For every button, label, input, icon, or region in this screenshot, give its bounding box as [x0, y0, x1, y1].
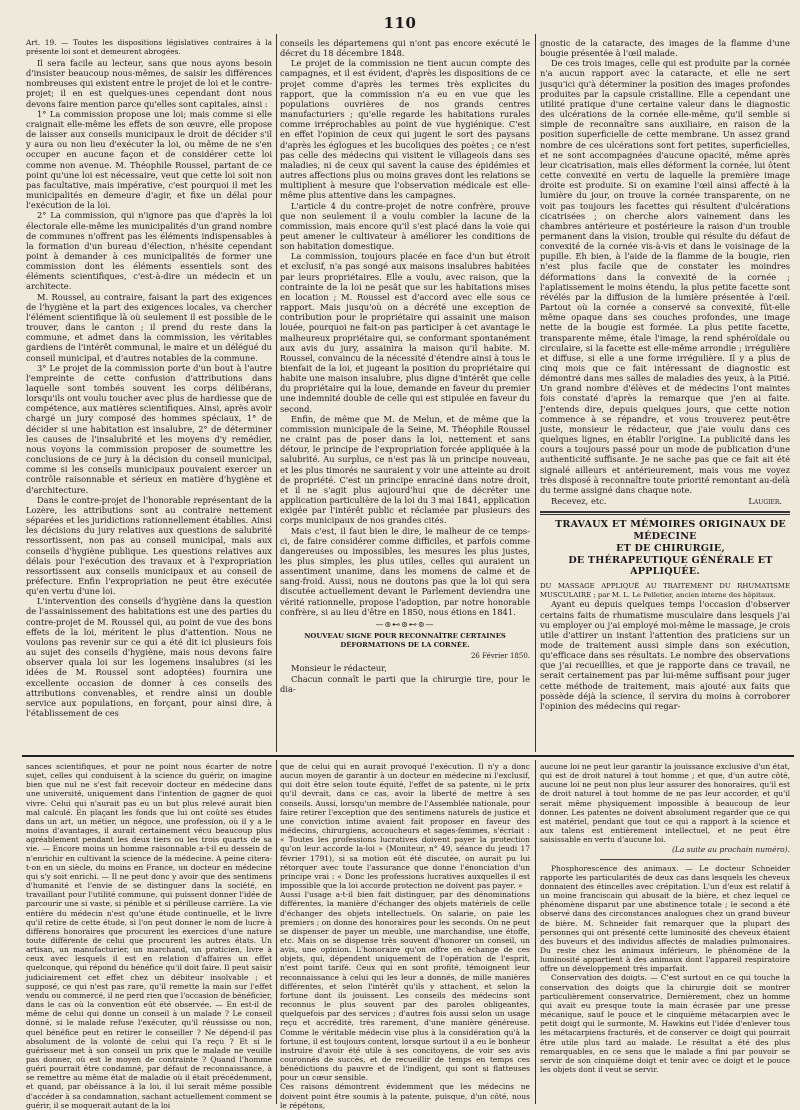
paragraph: que de celui qui en aurait provoqué l'exécution. Il n'y a donc aucun moyen de garantir à un docteur en médecine ni l'exclusif, qui doit être selon toute équité, l'effet de sa patente, ni le prix qu'il devrait, dans ce cas, avoir la liberté de mettre à ses conseils. Aussi, lorsqu'un membre de l'Assemblée nationale, pour faire retirer l'exception que des sentimens naturels de justice et une conviction intime avaient fait proposer en faveur des médecins, chirurgiens, accoucheurs et sages-femmes, s'écriait : « Toutes les professions lucratives doivent payer la protection qu'on leur accorde la-loi » (Moniteur, n° 49, séance du jeudi 17 février 1791), si sa motion eût été discutée, on aurait pu lui rétorquer avec toute l'assurance que donne l'énonciation d'un principe vrai : « Donc les professions lucratives auxquelles il est impossible que la loi accorde protection ne doivent pas payer. » Aussi l'usage a-t-il bien fait distinguer, par des dénominations différentes, la manière d'échanger des objets matériels de celle d'échanger des objets intellectuels. On salarie, on paie les premiers ; on donne des honoraires pour les seconds. On ne peut se dispenser de payer un meuble, une marchandise, une étoffe, etc. Mais on se dispense très souvent d'honorer un conseil, un avis, une opinion. L'honoraire qu'on offre en échange de ces objets, qui, dépendent uniquement de l'opération de l'esprit, n'est point tarifé. Ceux qui en sont profité, témoignent leur reconnaissance à celui qui les leur a donnés, de mille manières différentes, et selon l'intérêt qu'ils y attachent, et selon la fortune dont ils jouissent. Les conseils des médecins sont reconnus le plus souvent par des paroles obligeantes, quelquefois par des services ; d'autres fois aussi selon un usage reçu et accrédité, très rarement, d'une manière généreuse. Comme le véritable médecin vise plus à la considération qu'à la fortune, il est toujours content, lorsque surtout il a eu le bonheur instruire d'avoir été utile à ses concitoyens, de voir ses avis couronnés de succès, et de recueillir de temps en temps ces bénédictions du pauvre et de l'indigent, qui sont si flatteuses pour un cœur sensible. Ces raisons démontrent évidemment que les médecins ne doivent point être soumis à la patente, puisque, d'un côté, nous le répétons, — [280, 762, 530, 1110]
paragraph: 2° La commission, qui n'ignore pas que d'après la loi électorale elle-même les municipalités d'un grand nombre de communes n'offrent pas les éléments indispensables à la formation d'un bureau d'élection, n'hésite cependant point à demander à ces municipalités de former une commission dont les éléments essentiels sont des éléments scientifiques, c'est-à-dire un médecin et un architecte. — [26, 210, 272, 292]
section-rule — [540, 511, 790, 515]
news-item: Phosphorescence des animaux. — Le docteur Schneider rapporte les particularités de deux cas dans lesquels les cheveux donnaient des étincelles avec crépitation. L'un d'eux est relatif à un moine franciscain qui abusait de la bière, et chez lequel ce phénomène disparut par une abstinence totale ; le second a été observé dans des circonstances analogues chez un grand buveur de bière. M. Schneider fait remarquer que la plupart des personnes qui ont présenté cette luminosité des cheveux étaient des buveurs et des individus affectés de maladies pulmonaires. Du reste chez les animaux inférieurs, le phénomène de la luminosité appartient à des animaux dont l'appareil respiratoire offre un développement très imparfait. — [540, 863, 790, 974]
paragraph: Enfin, de même que M. de Melun, et de même que la commission municipale de la Seine, M. Théophile Roussel ne craint pas de poser dans la loi, nettement et sans détour, le principe de l'expropriation forcée appliquée à la salubrité. Au surplus, ce n'est pas là un principe nouveau, et les plus timorés ne sauraient y voir une atteinte au droit de propriété. C'est un principe enraciné dans notre droit, et il ne s'agit plus aujourd'hui que de décréter une application particulière de la loi du 3 mai 1841, application exigée par l'intérêt public et réclamée par plusieurs des corps municipaux de nos grandes cités. — [280, 413, 530, 526]
signature-line — [540, 496, 790, 506]
upper-column-1 — [26, 38, 272, 752]
signature: Laugier. — [748, 496, 782, 507]
paragraph: 1° La commission propose une loi; mais comme si elle craignait elle-même les effets de son œuvre, elle propose de laisser aux conseils municipaux le droit de décider s'il y aura ou non lieu d'exécuter la loi, ou même de ne s'en occuper en aucune façon et de considérer cette loi comme non avenue. M. Théophile Roussel, partant de ce point qu'une loi est nécessaire, veut que cette loi soit non pas facultative, mais impérative, c'est pourquoi il met les municipalités en demeure d'agir, et fixe un délai pour l'exécution de la loi. — [26, 108, 272, 211]
article-19-heading: Art. 19. — Toutes les dispositions législatives contraires à la présente loi sont et demeurent abrogées. — [26, 38, 272, 56]
paragraph: Ayant eu depuis quelques temps l'occasion d'observer certains faits de rhumatisme musculaire dans lesquels j'ai vu employer ou j'ai employé moi-même le massage, je crois utile d'attirer un instant l'attention des praticiens sur un mode de traitement aussi simple dans son exécution, qu'efficace dans ses résultats. Le nombre des observations que j'ai recueillies, et que je rapporte dans ce travail, ne serait certainement pas par lui-même suffisant pour juger cette méthode de traitement, mais ajouté aux faits que possède déjà la science, il servira du moins à corroborer l'opinion des médecins qui regar- — [540, 599, 790, 711]
paragraph: De ces trois images, celle qui est produite par la cornée n'a aucun rapport avec la cataracte, et elle ne sert jusqu'ici qu'à déterminer la position des images profondes produites par la capsule cristalline. Elle a cependant une utilité pratique d'une certaine valeur dans le diagnostic des ulcérations de la cornée elle-même, qu'il semble si simple de reconnaître sans auxiliaire, en raison de la position superficielle de cette membrane. Un assez grand nombre de ces ulcérations sont fort petites, superficielles, et ne sont accompagnées d'aucune opacité, même après leur cicatrisation, mais elles déforment la cornée, lui ôtent cette convexité en vertu de laquelle la première image droite est produite. Si on examine l'œil ainsi affecté à la lumière du jour, on trouve la cornée transparente, on ne voit pas toujours les facettes qui résultent d'ulcérations cicatrisées ; on cherche alors vainement dans les chambres antérieure et postérieure la raison d'un trouble permanent dans la vision, trouble qui résulte du défaut de convexité de la cornée vis-à-vis et dans le voisinage de la pupille. Eh bien, à l'aide de la flamme de la bougie, rien n'est plus facile que de constater les moindres déformations dans la convexité de la cornée ; l'aplatissement le moins étendu, la plus petite facette sont révélés par la diffusion de la lumière présentée à l'œil. Partout où la cornée a conservé sa convexité, fût-elle même opaque dans ses couches profondes, une image nette de la bougie est formée. La plus petite facette, transparente même, étale l'image, la rend sphéroïdale ou circulaire, si la facette est elle-même arrondie ; irrégulière et diffuse, si elle a une forme irrégulière. Il y a plus de cinq mois que ce fait intéressant de diagnostic est démontré dans mes salles de maladies des yeux, à la Pitié. Un grand nombre d'élèves et de médecins l'ont maintes fois constaté d'après la remarque que j'en ai faite. J'entends dire, depuis quelques jours, que cette notion commence à se répandre, et vous trouverez peut-être juste, monsieur le rédacteur, que j'aie voulu dans ces quelques lignes, en établir l'origine. La publicité dans les cours a toujours passé pour un mode de publication d'une authenticité suffisante. Je ne sache pas que ce fait ait été signalé ailleurs et antérieurement, mais vous me voyez très disposé à reconnaître toute priorité remontant au-delà du terme assigné dans chaque note. — [540, 58, 790, 495]
section-title-line: ET DE CHIRURGIE, — [616, 542, 725, 554]
paragraph: 3° Le projet de la commission porte d'un bout à l'autre l'empreinte de cette confusion d'attributions dans laquelle sont tombés souvent les corps délibérans, lorsqu'ils ont voulu toucher avec plus de hardiesse que de compétence, aux matières scientifiques. Ainsi, après avoir chargé un jury composé des hommes spéciaux, 1° de décider si une habitation est insalubre, 2° de déterminer les causes de l'insalubrité et les moyens d'y remédier, nous voyons la commission proposer de soumettre les conclusions de ce jury à la décision du conseil municipal, comme si les conseils municipaux pouvaient exercer un contrôle raisonnable et sérieux en matière d'hygiène et d'architecture. — [26, 362, 272, 495]
paragraph: sances scientifiques, et pour ne point nous écarter de notre sujet, celles qui conduisent à la science du guérir, on imagine bien que nul ne s'est fait recevoir docteur en médecine dans une université, uniquement dans l'intention de gagner de quoi vivre. Celui qui n'aurait pas eu un but plus relevé aurait bien mal calculé. En plaçant les fonds que lui ont coûté ses études dans un art, un métier, un négoce, une profession, où il y a le moins d'avantages, il aurait certainement vécu beaucoup plus agréablement pendant les deux tiers ou les trois quarts de sa vie. — Encore moins un homme raisonnable a-t-il eu dessein de n'enrichir en cultivant la science de la médecine. A peine citera-t-on en un siècle, du moins en France, un docteur en médecine qui s'y soit enrichi. — Il ne peut donc y avoir que des sentimens d'humanité et l'envie de se distinguer dans la société, en travaillant pour l'utilité commune, qui puissent donner l'idée de parcourir une si vaste, si pénible et si périlleuse carrière. La vie entière du médecin n'est qu'une étude continuelle, et le livre qu'il retire de cette étude, si l'on peut donner le nom de lucre à différens honoraires que procurent les exercices d'une nature toute différente de celui que procurent les autres états. Un artisan, un manufacturier, un marchand, un praticien, livre à ceux avec lesquels il est en relation d'affaires un effet quelconque, qui répond du bénéfice qu'il doit faire. Il peut saisir judiciairement cet effet chez un débiteur insolvable ; et supposé, ce qui n'est pas rare, qu'il remette la main sur l'effet vendu ou commercé, il ne perd rien que l'occasion de bénéficier, dans le cas où la convention eût été observée. — En est-il de même de celui qui donne un conseil à un malade ? Le conseil donné, si le malade refuse l'exécuter, qu'il réussisse ou non, quel bénéfice peut en retirer le conseiller ? Ne dépend-il pas absolument de la volonté de celui qui l'a reçu ? Et si le guérisseur met à son conseil un prix que le malade ne veuille pas donner, où est le moyen de contrainte ? Quand l'homme guéri pourrait être condamné, par défaut de reconnaissance, à se remettre au même état de maladie où il était précédemment, et quand, par obéissance à la loi, il lui serait même possible d'accéder à sa condamnation, sachant actuellement comment se guérir, il se moquerait autant de la loi — [26, 762, 272, 1110]
closing: Recevez, etc. — [551, 496, 607, 507]
paragraph: L'intervention des conseils d'hygiène dans la question de l'assainissement des habitations est une des parties du contre-projet de M. Roussel qui, au point de vue des bons effets de la loi, méritent le plus d'attention. Nous ne voulons pas revenir sur ce qui a été dit ici plusieurs fois au sujet des conseils d'hygiène, mais nous devons faire observer quala loi sur les logemens insalubres (si les idées de M. Roussel sont adoptées) fournira une excellente occasion de donner à ces conseils des attributions convenables, et rendre ainsi un double service aux populations, en forçant, pour ainsi dire, à l'établissement de ces — [26, 596, 272, 718]
column-rule — [276, 34, 277, 752]
column-rule — [535, 34, 536, 752]
upper-column-3 — [540, 38, 790, 752]
continued-note: (La suite au prochain numéro). — [671, 845, 790, 855]
lower-column-3 — [540, 762, 790, 1102]
section-title-line: TRAVAUX ET MÉMOIRES ORIGINAUX DE MÉDECINE — [555, 519, 786, 542]
paragraph: Dans le contre-projet de l'honorable représentant de la Lozère, les attributions sont au contraire nettement séparées et les juridictions rationnellement établies. Ainsi les décisions du jury relatives aux questions de salubrité ressortissent, non pas au conseil municipal, mais aux conseils d'hygiène publique. Les questions relatives aux délais pour l'exécution des travaux et à l'expropriation ressortissent aux conseils municipaux et au conseil de préfecture. Enfin l'expropriation ne peut être exécutée qu'en vertu d'une loi. — [26, 494, 272, 597]
ornament-divider: —⊚⊷⊚⊷⊚— — [375, 619, 435, 629]
lower-column-2 — [280, 762, 530, 1110]
paragraph: aucune loi ne peut leur garantir la jouissance exclusive d'un état, qui est de droit naturel à tout homme ; et que, d'un autre côté, aucune loi ne peut non plus leur assurer des honoraires, qu'il est de droit naturel à tout homme de ne pas leur accorder, et qu'il serait même physiquement impossible à beaucoup de leur donner. Les patentes ne doivent absolument regarder que ce qui est matériel, pendant que tout ce qui a rapport à la science et aux talens est entièrement intellectuel, et ne peut être saisissable en vertu d'aucune loi. — [540, 762, 790, 845]
paragraph: L'article 4 du contre-projet de notre confrère, prouve que non seulement il a voulu combler la lacune de la commission, mais encore qu'il s'est placé dans la voie qui peut amener le cultivateur à améliorer les conditions de son habitation domestique. — [280, 200, 530, 252]
horizontal-separator — [22, 755, 794, 757]
column-rule — [276, 760, 277, 1104]
upper-column-2 — [280, 38, 530, 752]
section-title-line: DE THÉRAPEUTIQUE GÉNÉRALE ET APPLIQUÉE. — [568, 554, 773, 578]
page-number: 110 — [383, 14, 417, 32]
section-title: NOUVEAU SIGNE POUR RECONNAÎTRE CERTAINES DÉFORMATIONS DE LA CORNÉE. — [304, 632, 506, 649]
paragraph: conseils les départemens qui n'ont pas encore exécuté le décret du 18 décembre 1848. — [280, 38, 530, 59]
paragraph: gnostic de la cataracte, des images de la flamme d'une bougie présentée à l'œil malade. — [540, 38, 790, 59]
news-item: Conservation des doigts. — C'est surtout en ce qui touche la conservation des doigts que la chirurgie doit se montrer particulièrement conservatrice. Dernièrement, chez un homme qui avait eu presque toute la main écrasée par une presse mécanique, sauf le pouce et le cinquième métacarpien avec le petit doigt qui le surmonte, M. Hawkins eut l'idée d'enlever tous les métacarpiens fracturés, et de conserver ce doigt qui pourrait être utile plus tard au malade. Le résultat a été des plus remarquables, en ce sens que le malade a fini par pouvoir se servir de son cinquième doigt et tenir avec ce doigt et le pouce les objets dont il veut se servir. — [540, 973, 790, 1074]
paragraph: La commission, toujours placée en face d'un but étroit et exclusif, n'a pas songé aux maisons insalubres habitées par leurs propriétaires. Elle a voulu, avec raison, que la contrainte de la loi ne pesât que sur les habitations mises en location ; M. Roussel est d'accord avec elle sous ce rapport. Mais jusqu'où on a décrété une exception de contribution pour le propriétaire qui assainit une maison louée, pourquoi ne fait-on pas participer à cet avantage le malheureux propriétaire qui, se conformant spontanément aux avis du jury, assainira la maison qu'il habite. M. Roussel, convaincu de la nécessité d'étendre ainsi à tous le bienfait de la loi, et jugeant la position du propriétaire qui habite une maison insalubre, plus digne d'intérêt que celle du propriétaire qui la loue, demande en faveur du premier une indemnité double de celle qui est stipulée en faveur du second. — [280, 251, 530, 414]
paragraph: Chacun connaît le parti que la chirurgie tire, pour le dia- — [280, 673, 530, 694]
paragraph: M. Roussel, au contraire, faisant la part des exigences de l'hygiène et la part des exigences locales, va chercher l'élément scientifique là où seulement il est possible de le trouver, dans le canton ; il prend du reste dans la commune, et admet dans la commission, les véritables gardiens de l'intérêt communal, le maire et un délégué du conseil municipal, et d'autres notables de la commune. — [26, 291, 272, 363]
paragraph: Il sera facile au lecteur, sans que nous ayons besoin d'insister beaucoup nous-mêmes, de saisir les différences nombreuses qui existent entre le projet de loi et le contre-projet; il en est quelques-unes cependant dont nous devons faire mention parce qu'elles sont capitales, ainsi : — [26, 58, 272, 109]
salutation: Monsieur le rédacteur, — [291, 663, 387, 674]
article-subheading: DU MASSAGE APPLIQUÉ AU TRAITEMENT DU RHUMATISME MUSCULAIRE ; par M. L. Le Pelletier, ancien interne des hôpitaux. — [540, 582, 790, 599]
paragraph: Le projet de la commission ne tient aucun compte des campagnes, et il est évident, d'après les dispositions de ce projet comme d'après les termes très explicites du rapport, que la commission n'a eu en vue que les populations ouvrières de nos grands centres manufacturiers ; qu'elle regarde les habitations rurales comme irréprochables au point de vue hygiénique. C'est en effet l'opinion de ceux qui jugent le sort des paysans d'après les églogues et les bucoliques des poètes ; ce n'est pas celle des médecins qui visitent le villageois dans ses maladies, ni de ceux qui savent la cause des épidémies et autres affections plus ou moins graves dont les relations se multiplient à mesure que l'observation médicale est elle-même plus attentive dans les campagnes. — [280, 58, 530, 201]
short-divider — [600, 859, 730, 860]
column-rule — [535, 760, 536, 1104]
lower-column-1 — [26, 762, 272, 1110]
paragraph: Mais c'est, il faut bien le dire, le malheur de ce temps-ci, de faire considérer comme difficiles, et parfois comme dangereuses ou impossibles, les mesures les plus justes, les plus simples, les plus utiles, celles qui auraient un assentiment unanime, dans les momens de calme et de sang-froid. Aussi, nous ne doutons pas que la loi qui sera discutée actuellement devant le Parlement deviendra une vérité rationnelle, propose l'adoption, par notre honorable confrère, si au lieu d'être en 1850, nous étions en 1841. — [280, 525, 530, 617]
letter-date: 26 Février 1850. — [470, 652, 530, 661]
